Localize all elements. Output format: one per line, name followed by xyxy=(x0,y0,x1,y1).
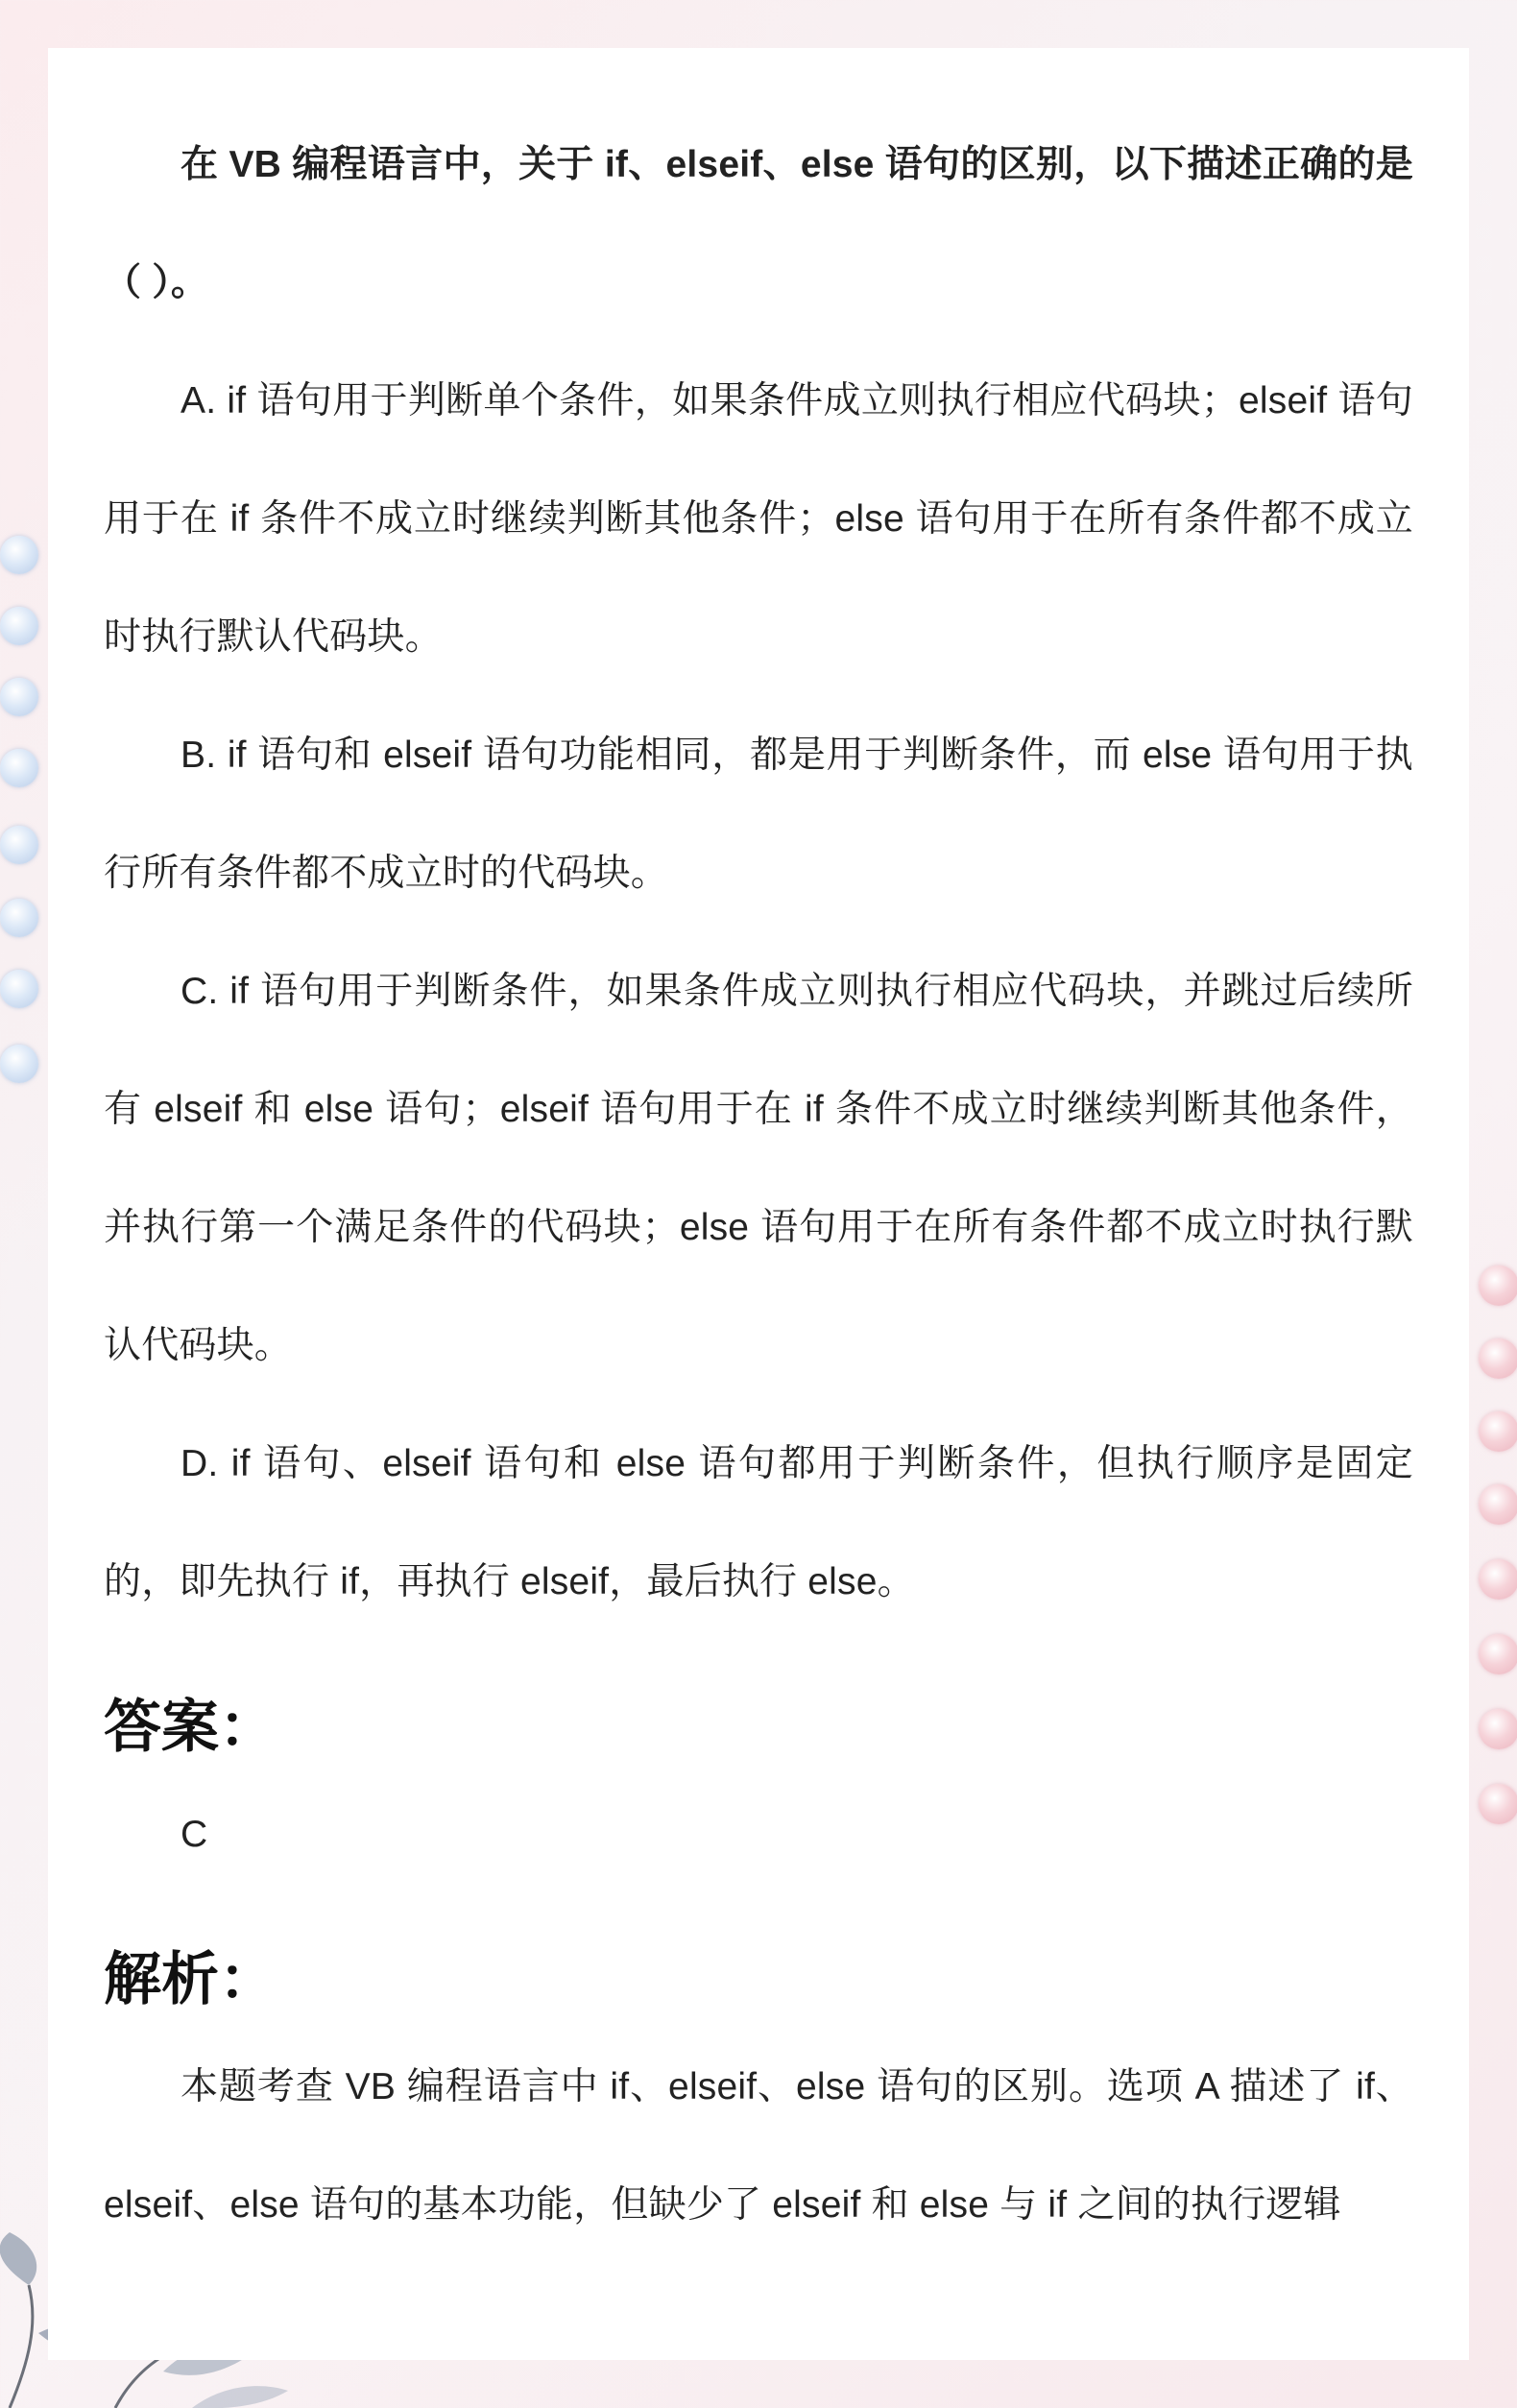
decorative-bead-right xyxy=(1479,1634,1517,1674)
decorative-bead-right xyxy=(1479,1338,1517,1379)
analysis-heading: 解析： xyxy=(104,1947,277,2011)
decorative-bead-left xyxy=(0,970,38,1008)
analysis-text: 本题考查 VB 编程语言中 if、elseif、else 语句的区别。选项 A 描述了 if、elseif、else 语句的基本功能，但缺少了 elseif 和 else 与 if 之间的执行逻辑 xyxy=(104,2066,1413,2226)
option-d: D. if 语句、elseif 语句和 else 语句都用于判断条件，但执行顺序是固定的，即先执行 if，再执行 elseif，最后执行 else。 xyxy=(104,1443,1413,1602)
question-text: 在 VB 编程语言中，关于 if、elseif、else 语句的区别，以下描述正确的是（ ）。 xyxy=(104,144,1413,303)
decorative-bead-right xyxy=(1479,1559,1517,1600)
decorative-bead-left xyxy=(0,826,38,864)
decorative-bead-right xyxy=(1479,1411,1517,1452)
decorative-bead-right xyxy=(1479,1709,1517,1749)
option-a: A. if 语句用于判断单个条件，如果条件成立则执行相应代码块；elseif 语句用于在 if 条件不成立时继续判断其他条件；else 语句用于在所有条件都不成立时执行默认代码块。 xyxy=(104,380,1413,658)
decorative-bead-right xyxy=(1479,1265,1517,1306)
decorative-bead-left xyxy=(0,749,38,787)
decorative-bead-left xyxy=(0,536,38,574)
answer-heading: 答案： xyxy=(104,1695,277,1759)
decorative-bead-left xyxy=(0,1045,38,1083)
answer-value: C xyxy=(181,1814,208,1855)
decorative-bead-left xyxy=(0,607,38,645)
option-c: C. if 语句用于判断条件，如果条件成立则执行相应代码块，并跳过后续所有 elseif 和 else 语句；elseif 语句用于在 if 条件不成立时继续判断其他条件，并执行第一个满足条件的代码块；else 语句用于在所有条件都不成立时执行默认代码块。 xyxy=(104,971,1413,1366)
content-card xyxy=(48,48,1469,2360)
decorative-bead-right xyxy=(1479,1484,1517,1525)
option-b: B. if 语句和 elseif 语句功能相同，都是用于判断条件，而 else 语句用于执行所有条件都不成立时的代码块。 xyxy=(104,734,1413,894)
decorative-bead-left xyxy=(0,678,38,716)
decorative-bead-left xyxy=(0,899,38,937)
decorative-bead-right xyxy=(1479,1784,1517,1824)
